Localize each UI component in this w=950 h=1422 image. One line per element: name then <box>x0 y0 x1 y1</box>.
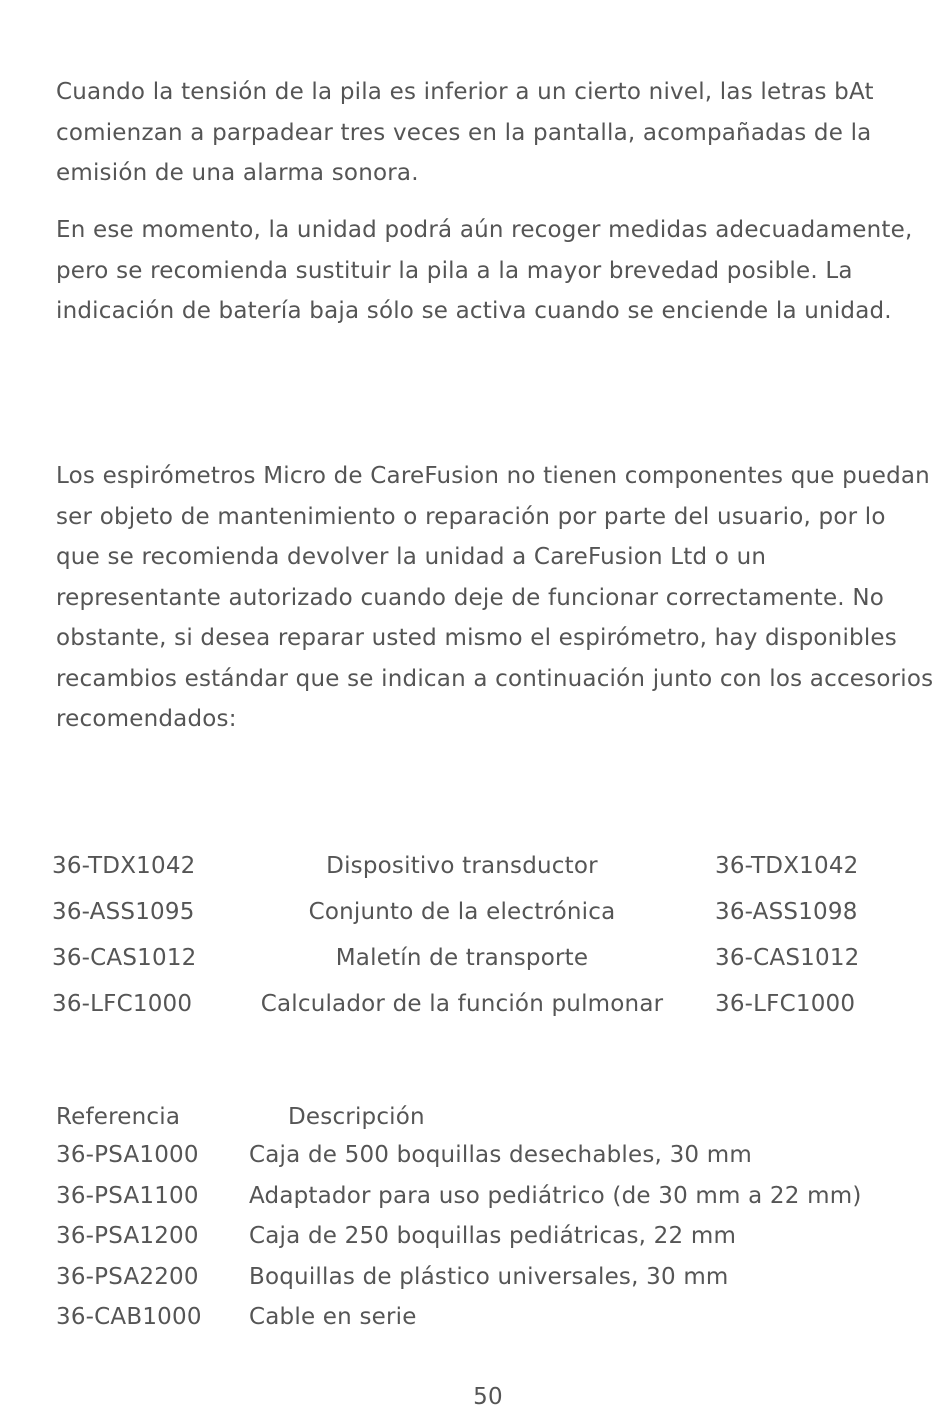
accessory-description: Caja de 500 boquillas desechables, 30 mm <box>249 1142 752 1168</box>
accessory-reference: 36-PSA2200 <box>56 1263 199 1290</box>
part-description: Dispositivo transductor <box>326 853 598 879</box>
column-header-description: Descripción <box>288 1104 425 1130</box>
table-header <box>56 1097 936 1135</box>
part-code-alt: 36-LFC1000 <box>715 991 856 1017</box>
part-code-alt: 36-CAS1012 <box>715 945 860 971</box>
spare-parts-table <box>52 846 892 1030</box>
column-header-reference: Referencia <box>56 1104 181 1130</box>
accessory-description: Caja de 250 boquillas pediátricas, 22 mm <box>249 1223 737 1249</box>
part-code: 36-ASS1095 <box>52 899 195 925</box>
page-number: 50 <box>473 1384 503 1410</box>
accessory-reference: 36-CAB1000 <box>56 1304 202 1330</box>
part-code-alt: 36-TDX1042 <box>715 853 859 879</box>
accessory-description: Boquillas de plástico universales, 30 mm <box>249 1263 729 1290</box>
table-row <box>52 984 892 1030</box>
table-row <box>52 892 892 938</box>
accessory-reference: 36-PSA1000 <box>56 1142 199 1168</box>
paragraph-battery-low: Cuando la tensión de la pila es inferior a un cierto nivel, las letras bAt comienzan a parpadear tres veces en la pantalla, acompañadas de la emisión de una alarma sonora. <box>56 79 874 186</box>
part-code: 36-TDX1042 <box>52 853 196 879</box>
paragraph-maintenance: Los espirómetros Micro de CareFusion no tienen componentes que puedan ser objeto de mantenimiento o reparación por parte del usuario, por lo que se recomienda devolver la unidad a CareFusion Ltd o un representante autorizado cuando deje de funcionar correctamente. No obstante, si desea reparar usted mismo el espirómetro, hay disponibles recambios estándar que se indican a continuación junto con los accesorios recomendados: <box>56 463 934 732</box>
table-row <box>56 1216 936 1257</box>
accessory-description: Adaptador para uso pediátrico (de 30 mm a 22 mm) <box>249 1182 862 1209</box>
part-code-alt: 36-ASS1098 <box>715 899 858 925</box>
part-code: 36-LFC1000 <box>52 991 193 1017</box>
part-description: Conjunto de la electrónica <box>308 899 616 925</box>
table-row <box>52 938 892 984</box>
table-row <box>56 1297 936 1338</box>
table-row <box>56 1257 936 1298</box>
part-code: 36-CAS1012 <box>52 945 197 971</box>
paragraph-battery-replace: En ese momento, la unidad podrá aún recoger medidas adecuadamente, pero se recomienda sustituir la pila a la mayor brevedad posible. La indicación de batería baja sólo se activa cuando se enciende la unidad. <box>56 217 913 324</box>
part-description: Calculador de la función pulmonar <box>260 991 664 1017</box>
accessory-reference: 36-PSA1200 <box>56 1223 199 1249</box>
accessories-table <box>56 1097 936 1338</box>
table-row <box>52 846 892 892</box>
table-row <box>56 1176 936 1217</box>
accessory-reference: 36-PSA1100 <box>56 1182 199 1209</box>
accessory-description: Cable en serie <box>249 1304 417 1330</box>
part-description: Maletín de transporte <box>335 945 589 971</box>
table-row <box>56 1135 936 1176</box>
